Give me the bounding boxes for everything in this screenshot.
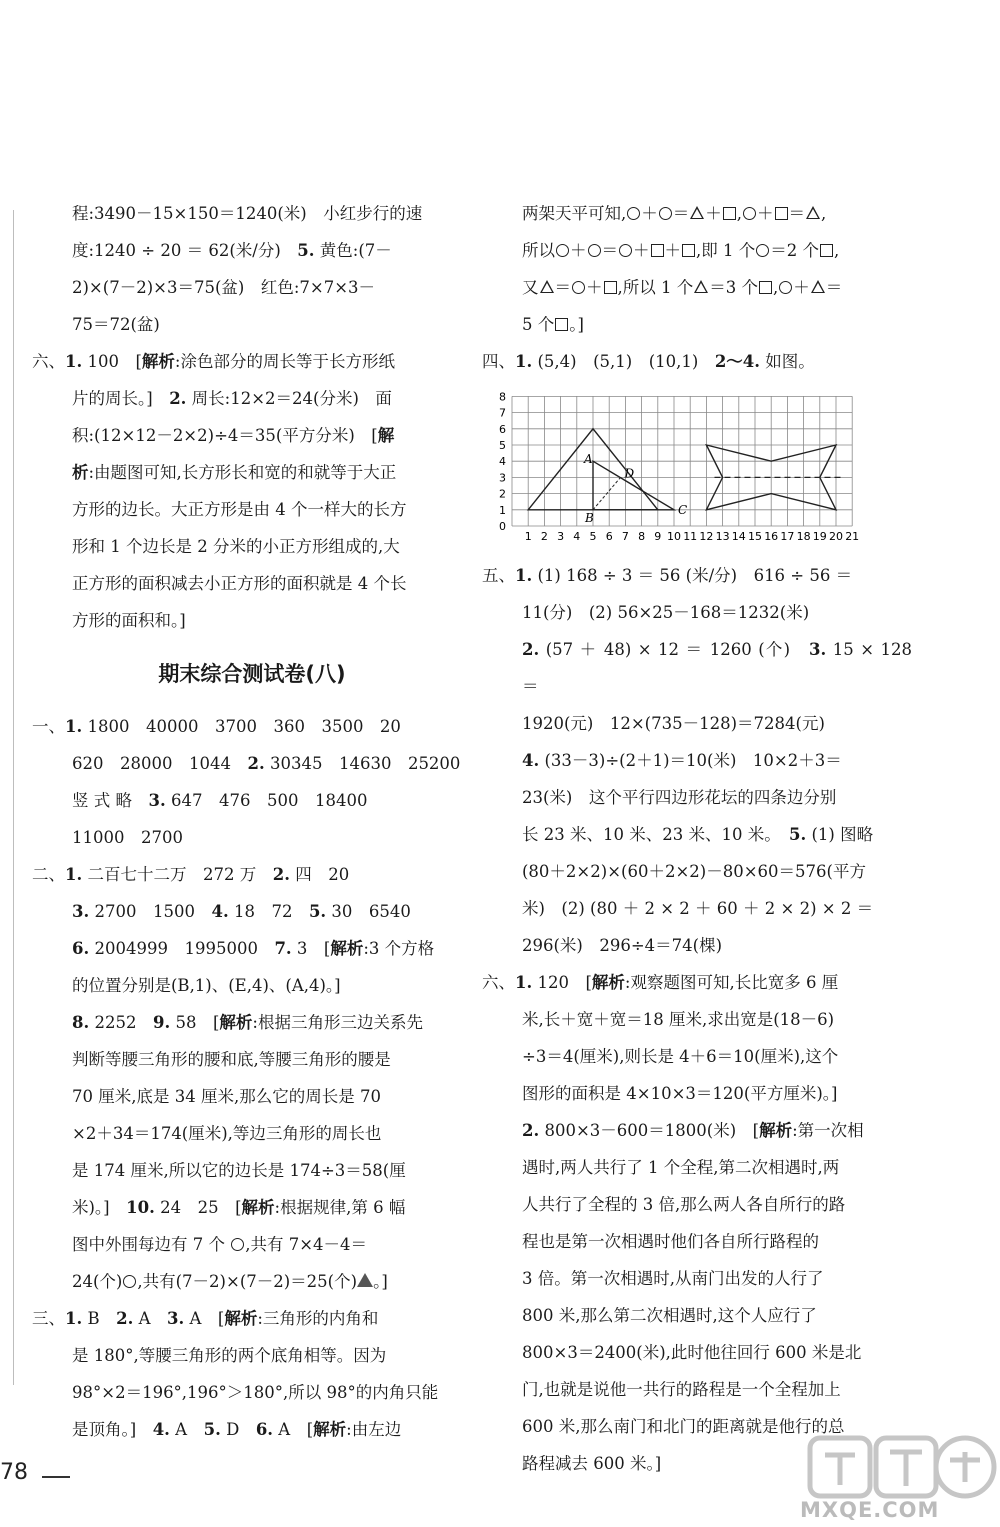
x-tick-label: 10 [667, 530, 681, 543]
x-tick-label: 2 [540, 530, 548, 543]
text-line: (80＋2×2)×(60＋2×2)－80×60＝576(平方 [522, 862, 866, 881]
text-line: 所以 ＋ ＝ ＋ ＋ ,即 1 个 ＝2 个 , [522, 241, 840, 260]
x-tick-label: 17 [780, 530, 795, 543]
point-label: D [624, 466, 635, 481]
text-line: 70 厘米,底是 34 厘米,那么它的周长是 70 [72, 1087, 381, 1106]
square-symbol [723, 207, 736, 220]
square-symbol [555, 318, 568, 331]
exam-title: 期末综合测试卷(八) [158, 662, 346, 686]
text-line: 竖 式 略 3. 647 476 500 18400 [72, 791, 368, 810]
text-line: 2)×(7－2)×3＝75(盆) 红色:7×7×3－ [72, 278, 376, 297]
square-symbol [604, 281, 617, 294]
column-rule [13, 210, 14, 1385]
text-line: 形和 1 个边长是 2 分米的小正方形组成的,大 [72, 537, 400, 556]
text-line: 正方形的面积减去小正方形的面积就是 4 个长 [72, 574, 407, 593]
circle-symbol [627, 207, 640, 220]
text-line: 2. (57 ＋ 48) × 12 ＝ 1260 (个) 3. 15 × 128 ＝ [522, 640, 912, 696]
x-tick-label: 8 [638, 530, 646, 543]
triangle-symbol [806, 206, 820, 219]
square-symbol [682, 244, 695, 257]
text-line: 11000 2700 [72, 828, 183, 847]
section-6b-answers [482, 964, 912, 1482]
text-line: 米,长＋宽＋宽＝18 厘米,求出宽是(18－6) [522, 1010, 835, 1029]
filled-triangle-symbol [357, 1273, 373, 1287]
circle-symbol [123, 1275, 136, 1288]
square-symbol [759, 281, 772, 294]
part-3-answers [32, 1300, 472, 1448]
section-5-answers [482, 557, 912, 964]
point-label: A [584, 452, 593, 467]
text-line: 米) (2) (80 ＋ 2 × 2 ＋ 60 ＋ 2 × 2) × 2 ＝ [522, 899, 874, 918]
text-line: 三、1. B 2. A 3. A [解析:三角形的内角和 [32, 1309, 379, 1328]
text-line: 11(分) (2) 56×25－168＝1232(米) [522, 603, 810, 622]
square-symbol [820, 244, 833, 257]
text-line: 人共行了全程的 3 倍,那么两人各自所行的路 [522, 1195, 846, 1214]
text-line: 两架天平可知, ＋ ＝ ＋ , ＋ ＝ , [522, 204, 827, 223]
square-symbol [775, 207, 788, 220]
y-tick-label: 4 [499, 455, 506, 469]
text-line: 路程减去 600 米。] [522, 1454, 662, 1473]
circle-symbol [659, 207, 672, 220]
x-tick-label: 7 [621, 530, 629, 543]
text-line: 23(米) 这个平行四边形花坛的四条边分别 [522, 788, 837, 807]
text-line: 判断等腰三角形的腰和底,等腰三角形的腰是 [72, 1050, 391, 1069]
circle-symbol [619, 244, 632, 257]
square-symbol [651, 244, 664, 257]
text-line: 程也是第一次相遇时他们各自所行路程的 [522, 1232, 819, 1251]
text-line: 24(个) ,共有(7－2)×(7－2)＝25(个) 。] [72, 1272, 388, 1291]
text-line: 米)。] 10. 24 25 [解析:根据规律,第 6 幅 [72, 1198, 406, 1217]
x-tick-label: 16 [764, 530, 779, 543]
circle-symbol [779, 281, 792, 294]
y-tick-label: 8 [499, 390, 506, 404]
text-line: 析:由题图可知,长方形长和宽的和就等于大正 [72, 463, 397, 482]
text-line: 3. 2700 1500 4. 18 72 5. 30 6540 [72, 902, 411, 921]
text-line: 1920(元) 12×(735－128)＝7284(元) [522, 714, 825, 733]
triangle-symbol [540, 280, 554, 293]
text-line: 图形的面积是 4×10×3＝120(平方厘米)。] [522, 1084, 838, 1103]
y-tick-label: 1 [499, 503, 506, 517]
text-line: 是顶角。] 4. A 5. D 6. A [解析:由左边 [72, 1420, 402, 1439]
y-tick-label: 7 [499, 406, 506, 420]
carryover-answer [32, 195, 472, 343]
text-line: 98°×2＝196°,196°＞180°,所以 98°的内角只能 [72, 1383, 439, 1402]
text-line: 3 倍。第一次相遇时,从南门出发的人行了 [522, 1269, 824, 1288]
text-line: 六、1. 100 [解析:涂色部分的周长等于长方形纸 [32, 352, 395, 371]
text-line: 一、1. 1800 40000 3700 360 3500 20 [32, 717, 401, 736]
text-line: 又 ＝ ＋ ,所以 1 个 ＝3 个 , ＋ ＝ [522, 278, 843, 297]
x-tick-label: 6 [605, 530, 613, 543]
point-label: B [585, 510, 594, 525]
section-6-answers [32, 343, 472, 639]
x-tick-label: 12 [699, 530, 714, 543]
y-tick-label: 2 [499, 487, 506, 501]
text-line: 6. 2004999 1995000 7. 3 [解析:3 个方格 [72, 939, 435, 958]
text-line: 五、1. (1) 168 ÷ 3 ＝ 56 (米/分) 616 ÷ 56 ＝ [482, 566, 853, 585]
point-label: C [678, 502, 688, 517]
watermark-site: MXQE.COM [800, 1498, 940, 1522]
text-line: 图中外围每边有 7 个 ,共有 7×4－4＝ [72, 1235, 368, 1254]
y-tick-label: 3 [499, 471, 506, 485]
coordinate-grid [482, 388, 862, 543]
x-tick-label: 1 [524, 530, 532, 543]
x-tick-label: 5 [589, 530, 597, 543]
text-line: 遇时,两人共行了 1 个全程,第二次相遇时,两 [522, 1158, 840, 1177]
x-tick-label: 4 [573, 530, 581, 543]
text-line: 门,也就是说他一共行的路程是一个全程加上 [522, 1380, 841, 1399]
circle-symbol [743, 207, 756, 220]
triangle-symbol [811, 280, 825, 293]
balance-explanation [482, 195, 912, 343]
x-tick-label: 21 [845, 530, 860, 543]
circle-symbol [756, 244, 769, 257]
x-tick-label: 9 [654, 530, 662, 543]
triangle-symbol [694, 280, 708, 293]
text-line: 296(米) 296÷4＝74(棵) [522, 936, 723, 955]
x-tick-label: 14 [731, 530, 746, 543]
part-2-answers [32, 856, 472, 1300]
page-number: 78 [0, 1460, 28, 1485]
text-line: 是 174 厘米,所以它的边长是 174÷3＝58(厘 [72, 1161, 406, 1180]
text-line: 4. (33－3)÷(2＋1)＝10(米) 10×2＋3＝ [522, 751, 842, 770]
text-line: 是 180°,等腰三角形的两个底角相等。因为 [72, 1346, 387, 1365]
text-line: 600 米,那么南门和北门的距离就是他行的总 [522, 1417, 845, 1436]
page-number-rule [42, 1476, 70, 1478]
text-line: 六、1. 120 [解析:观察题图可知,长比宽多 6 厘 [482, 973, 839, 992]
text-line: 800×3＝2400(米),此时他往回行 600 米是北 [522, 1343, 862, 1362]
left-column [32, 195, 472, 1448]
y-tick-label: 6 [499, 422, 506, 436]
circle-symbol [556, 244, 569, 257]
x-tick-label: 15 [748, 530, 762, 543]
text-line: 5 个 。] [522, 315, 584, 334]
x-tick-label: 20 [829, 530, 843, 543]
y-tick-label: 0 [499, 520, 506, 533]
y-tick-label: 5 [499, 439, 506, 452]
triangle-symbol [690, 206, 704, 219]
text-line: 75＝72(盆) [72, 315, 160, 334]
part-1-answers [32, 708, 472, 856]
x-tick-label: 13 [715, 530, 730, 543]
text-line: 长 23 米、10 米、23 米、10 米。 5. (1) 图略 [522, 825, 874, 844]
text-line: 800 米,那么第二次相遇时,这个人应行了 [522, 1306, 817, 1325]
x-tick-label: 19 [812, 530, 827, 543]
x-tick-label: 3 [557, 530, 565, 543]
text-line: ÷3＝4(厘米),则长是 4＋6＝10(厘米),这个 [522, 1047, 839, 1066]
text-line: 620 28000 1044 2. 30345 14630 25200 [72, 754, 461, 773]
text-line: 8. 2252 9. 58 [解析:根据三角形三边关系先 [72, 1013, 423, 1032]
circle-symbol [588, 244, 601, 257]
text-line: 方形的面积和。] [72, 611, 186, 630]
text-line: 二、1. 二百七十二万 272 万 2. 四 20 [32, 865, 350, 884]
circle-symbol [572, 281, 585, 294]
right-column [482, 195, 912, 1482]
text-line: 2. 800×3－600＝1800(米) [解析:第一次相 [522, 1121, 864, 1140]
x-tick-label: 18 [796, 530, 811, 543]
text-line: ×2＋34＝174(厘米),等边三角形的周长也 [72, 1124, 382, 1143]
text-line: 的位置分别是(B,1)、(E,4)、(A,4)。] [72, 976, 341, 995]
text-line: 方形的边长。大正方形是由 4 个一样大的长方 [72, 500, 407, 519]
circle-symbol [231, 1238, 244, 1251]
text-line: 积:(12×12－2×2)÷4＝35(平方分米) [解 [72, 426, 395, 445]
text-line: 度:1240 ÷ 20 ＝ 62(米/分) 5. 黄色:(7－ [72, 241, 392, 260]
text-line: 片的周长。] 2. 周长:12×2＝24(分米) 面 [72, 389, 392, 408]
text-line: 程:3490－15×150＝1240(米) 小红步行的速 [72, 204, 423, 223]
x-tick-label: 11 [683, 530, 698, 543]
coordinate-grid-figure [482, 388, 912, 547]
section-4-answers: 四、1. (5,4) (5,1) (10,1) 2～4. 如图。 [482, 352, 815, 371]
